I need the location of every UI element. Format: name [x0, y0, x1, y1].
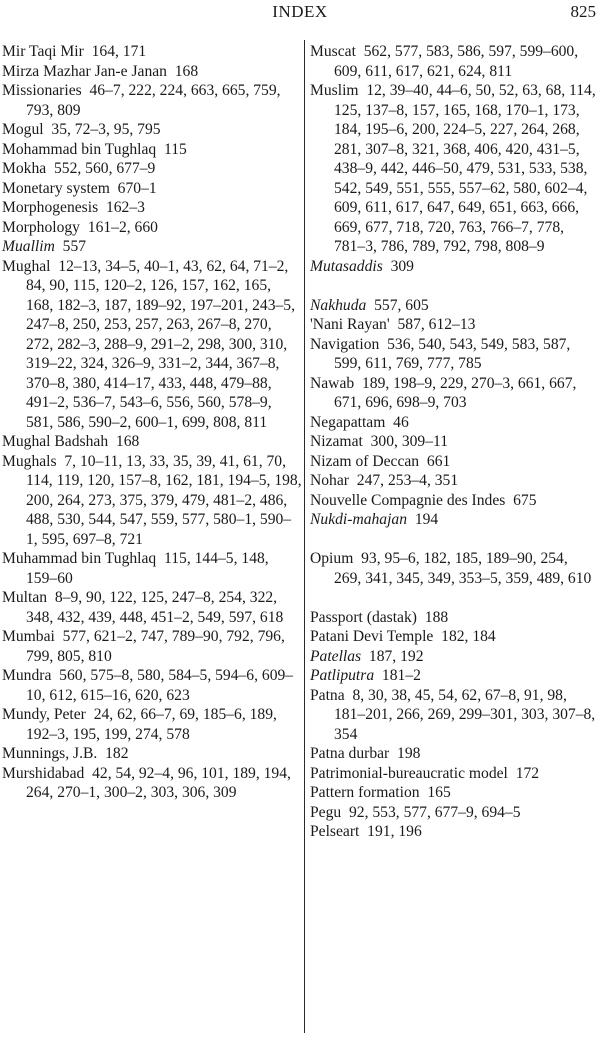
index-page-refs: 661 — [426, 452, 451, 470]
index-term: Munnings, J.B. — [2, 745, 98, 762]
index-entry — [310, 549, 598, 588]
index-term: Mir Taqi Mir — [2, 43, 84, 60]
index-entry — [310, 647, 598, 667]
index-term: Patliputra — [310, 667, 375, 684]
index-term: Muslim — [310, 82, 359, 99]
index-entry — [2, 198, 302, 218]
index-page-refs: 24, 62, 66–7, 69, 185–6, 189, 192–3, 195, 199, 274, 578 — [26, 706, 277, 743]
index-page-refs: 191, 196 — [367, 823, 422, 840]
index-page-refs: 168 — [115, 433, 140, 450]
index-entry — [310, 627, 598, 647]
index-entry — [2, 666, 302, 705]
index-entry — [2, 764, 302, 803]
index-column-left — [2, 42, 302, 803]
index-term: Mumbai — [2, 628, 55, 645]
index-term: Nawab — [310, 374, 355, 392]
index-page-refs: 12, 39–40, 44–6, 50, 52, 63, 68, 114, 125, 137–8, 157, 165, 168, 170–1, 173, 184, 195–6, 200, 224–5, 227, 264, 268, 281, 307–8, 321, 368, 406, 420, 431–5, 438–9, 442, 446–50, 479, 531, 533, 538, 542, 549, 551, 555, 557–62, 580, 602–4, 609, 611, 617, 647, 649, 651, 663, 666, 669, 677, 718, 720, 763, 766–7, 778, 781–3, 786, 789, 792, 798, 808–9 — [334, 82, 596, 255]
index-entry — [2, 432, 302, 452]
index-page-refs: 165 — [427, 784, 451, 801]
index-page-refs: 675 — [513, 491, 537, 509]
index-page-refs: 8, 30, 38, 45, 54, 62, 67–8, 91, 98, 181–201, 266, 269, 299–301, 303, 307–8, 354 — [334, 686, 596, 743]
index-entry — [310, 335, 598, 374]
index-term: Pegu — [310, 803, 342, 821]
index-entry — [2, 179, 302, 199]
index-page-refs: 188 — [424, 608, 449, 626]
index-entry — [310, 822, 598, 842]
index-term: Nukdi-mahajan — [310, 511, 408, 528]
index-page-refs: 7, 10–11, 13, 33, 35, 39, 41, 61, 70, 114, 119, 120, 157–8, 162, 181, 194–5, 198, 200, 264, 273, 375, 379, 479, 481–2, 486, 488, 530, 544, 547, 559, 577, 580–1, 590–1, 595, 697–8, 721 — [26, 452, 302, 548]
index-term: Mokha — [2, 160, 47, 177]
index-page-refs: 35, 72–3, 95, 795 — [51, 121, 161, 138]
index-page-refs: 300, 309–11 — [370, 433, 449, 450]
index-entry — [2, 42, 302, 62]
index-entry — [310, 608, 598, 628]
index-term: Multan — [2, 589, 48, 606]
index-column-right — [310, 42, 598, 842]
index-term: Navigation — [310, 335, 380, 353]
index-page-refs: 182, 184 — [441, 628, 496, 645]
index-page-refs: 557 — [62, 238, 87, 255]
index-page-refs: 187, 192 — [368, 647, 424, 665]
index-entry — [310, 413, 598, 433]
index-page-refs: 189, 198–9, 229, 270–3, 661, 667, 671, 696, 698–9, 703 — [334, 374, 577, 411]
index-entry — [310, 315, 598, 335]
index-entry — [310, 374, 598, 413]
index-term: Pelseart — [310, 823, 360, 840]
index-page-refs: 198 — [397, 745, 421, 762]
index-entry — [2, 120, 302, 140]
index-page-refs: 46–7, 222, 224, 663, 665, 759, 793, 809 — [26, 82, 281, 119]
index-term: Mughal — [2, 257, 51, 275]
index-entry — [310, 686, 598, 745]
index-term: Mohammad bin Tughlaq — [2, 140, 157, 158]
index-entry — [310, 296, 598, 316]
index-page-refs: 587, 612–13 — [397, 316, 476, 333]
index-term: Patellas — [310, 647, 362, 665]
index-page-refs: 182 — [105, 745, 129, 762]
index-entry — [2, 257, 302, 433]
index-page-refs: 194 — [414, 511, 439, 528]
index-page-refs: 46 — [393, 413, 409, 431]
index-term: Murshidabad — [2, 764, 85, 782]
index-term: Mundy, Peter — [2, 706, 86, 723]
index-page-refs: 557, 605 — [374, 296, 429, 314]
index-entry — [310, 783, 598, 803]
index-term: Nohar — [310, 472, 349, 489]
running-head: INDEX — [272, 2, 328, 21]
index-term: Mundra — [2, 667, 52, 684]
index-entry — [2, 81, 302, 120]
index-term: Negapattam — [310, 413, 386, 431]
index-entry — [2, 549, 302, 588]
page-header — [0, 0, 600, 28]
index-page-refs: 536, 540, 543, 549, 583, 587, 599, 611, 769, 777, 785 — [334, 335, 571, 372]
index-entry — [310, 744, 598, 764]
index-page-refs: 12–13, 34–5, 40–1, 43, 62, 64, 71–2, 84, 90, 115, 120–2, 126, 157, 162, 165, 168, 182–3, 187, 189–92, 197–201, 243–5, 247–8, 250, 253, 257, 263, 267–8, 270, 272, 282–3, 288–9, 291–2, 298, 300, 310, 319–22, 324, 326–9, 331–2, 344, 367–8, 370–8, 380, 414–17, 433, 448, 479–88, 491–2, 536–7, 543–6, 556, 560, 578–9, 581, 586, 590–2, 600–1, 699, 808, 811 — [26, 257, 295, 431]
index-page-refs: 115 — [164, 140, 187, 158]
index-page-refs: 577, 621–2, 747, 789–90, 792, 796, 799, 805, 810 — [26, 628, 285, 665]
index-term: Patna — [310, 686, 345, 704]
index-term: Mogul — [2, 121, 44, 138]
index-term: Muhammad bin Tughlaq — [2, 550, 157, 567]
index-page-refs: 164, 171 — [91, 43, 147, 60]
index-term: Morphogenesis — [2, 199, 99, 216]
index-page-refs: 92, 553, 577, 677–9, 694–5 — [348, 803, 521, 821]
index-page-refs: 309 — [390, 257, 414, 275]
index-term: Monetary system — [2, 179, 110, 197]
index-entry — [2, 218, 302, 238]
index-entry — [2, 705, 302, 744]
index-term: Patani Devi Temple — [310, 628, 434, 645]
index-page-refs: 562, 577, 583, 586, 597, 599–600, 609, 611, 617, 621, 624, 811 — [334, 43, 579, 80]
index-entry — [2, 588, 302, 627]
index-entry — [310, 432, 598, 452]
index-page-refs: 162–3 — [105, 199, 145, 216]
index-page-refs: 42, 54, 92–4, 96, 101, 189, 194, 264, 270–1, 300–2, 303, 306, 309 — [26, 764, 291, 801]
index-entry — [2, 159, 302, 179]
index-entry — [310, 510, 598, 530]
index-term: Mirza Mazhar Jan-e Janan — [2, 62, 167, 80]
index-page-refs: 560, 575–8, 580, 584–5, 594–6, 609–10, 612, 615–16, 620, 623 — [26, 667, 294, 704]
index-entry — [310, 81, 598, 257]
index-page-refs: 115, 144–5, 148, 159–60 — [26, 550, 269, 587]
index-term: Nakhuda — [310, 296, 367, 314]
index-term: Patna durbar — [310, 745, 390, 762]
column-divider — [304, 40, 305, 1033]
index-page-refs: 93, 95–6, 182, 185, 189–90, 254, 269, 341, 345, 349, 353–5, 359, 489, 610 — [334, 550, 592, 587]
index-term: Pattern formation — [310, 784, 420, 801]
index-term: Nizamat — [310, 433, 363, 450]
index-entry — [2, 744, 302, 764]
index-entry — [2, 627, 302, 666]
index-entry — [310, 666, 598, 686]
page-number: 825 — [570, 2, 596, 21]
index-term: Muallim — [2, 238, 55, 255]
index-entry — [310, 764, 598, 784]
index-term: Mughals — [2, 452, 57, 470]
index-term: 'Nani Rayan' — [310, 316, 390, 333]
index-page-refs: 670–1 — [117, 179, 157, 197]
index-entry — [310, 452, 598, 472]
index-term: Patrimonial-bureaucratic model — [310, 764, 508, 782]
index-entry — [310, 491, 598, 511]
index-page-refs: 161–2, 660 — [87, 218, 158, 236]
index-page-refs: 8–9, 90, 122, 125, 247–8, 254, 322, 348, 432, 439, 448, 451–2, 549, 597, 618 — [26, 589, 284, 626]
index-page-refs: 172 — [515, 764, 540, 782]
index-term: Missionaries — [2, 82, 82, 99]
index-entry — [310, 257, 598, 277]
index-term: Nouvelle Compagnie des Indes — [310, 491, 506, 509]
index-entry — [2, 452, 302, 550]
index-page-refs: 168 — [174, 62, 199, 80]
index-entry — [2, 237, 302, 257]
index-term: Mutasaddis — [310, 257, 383, 275]
index-entry — [2, 62, 302, 82]
index-term: Muscat — [310, 43, 356, 60]
index-term: Opium — [310, 550, 354, 567]
index-entry — [310, 803, 598, 823]
index-page-refs: 247, 253–4, 351 — [356, 472, 459, 489]
index-page-refs: 181–2 — [381, 667, 421, 684]
index-entry — [2, 140, 302, 160]
index-entry — [310, 471, 598, 491]
index-term: Passport (dastak) — [310, 608, 417, 626]
index-term: Morphology — [2, 218, 80, 236]
index-page-refs: 552, 560, 677–9 — [53, 160, 156, 177]
index-term: Nizam of Deccan — [310, 452, 420, 470]
index-entry — [310, 42, 598, 81]
index-term: Mughal Badshah — [2, 433, 109, 450]
